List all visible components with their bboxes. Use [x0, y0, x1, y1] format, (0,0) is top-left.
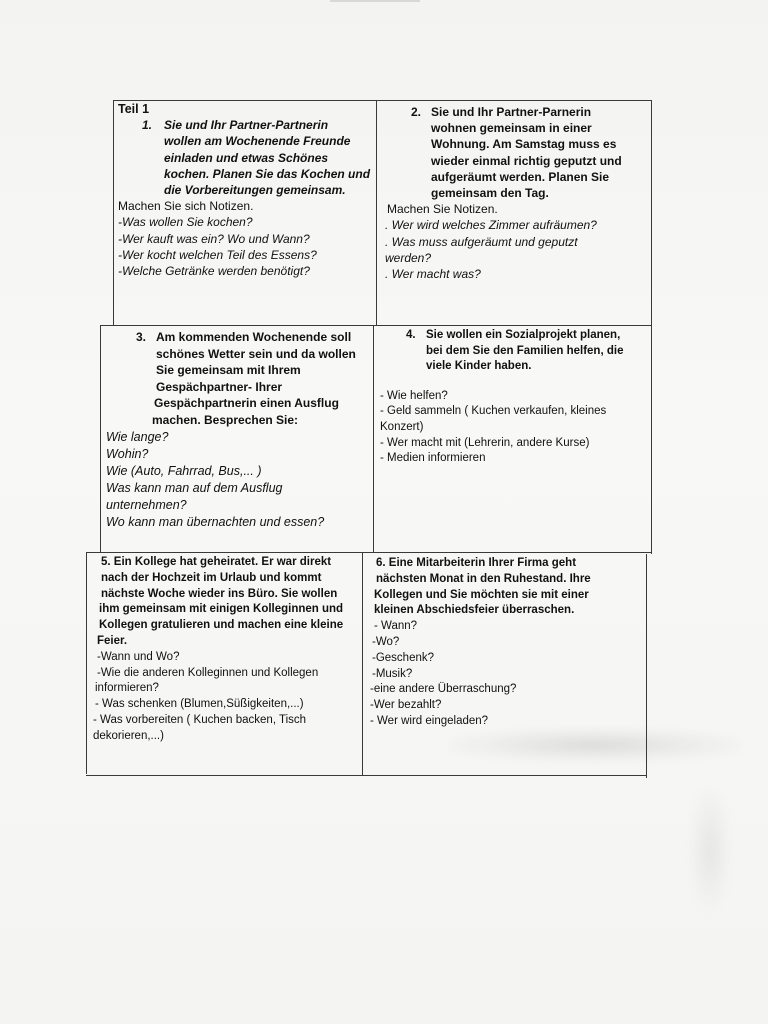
task-line: Wohnung. Am Samstag muss es: [431, 137, 617, 152]
table-border-bottom: [86, 775, 646, 776]
task-line: Sie und Ihr Partner-Parnerin: [431, 105, 592, 119]
table-border-left: [100, 326, 101, 552]
question-item: - Wer wird eingeladen?: [370, 714, 489, 727]
table-border-right: [646, 554, 647, 778]
question-item: unternehmen?: [106, 497, 187, 512]
question-item: - Medien informieren: [380, 452, 486, 465]
task-line: Gespächpartnerin einen Ausflug: [154, 396, 339, 411]
task-line: Sie und Ihr Partner-Partnerin: [164, 118, 329, 133]
question-item: Wo kann man übernachten und essen?: [106, 514, 325, 529]
question-item: werden?: [385, 250, 432, 265]
question-item: dekorieren,...): [93, 729, 164, 742]
task-line: Am kommenden Wochenende soll: [156, 330, 352, 344]
question-item: - Was vorbereiten ( Kuchen backen, Tisch: [93, 713, 307, 726]
task-line: wohnen gemeinsam in einer: [431, 121, 592, 136]
task-cell-5: [93, 555, 359, 745]
question-list: [380, 389, 648, 467]
question-item: -eine andere Überraschung?: [370, 683, 517, 696]
question-list: [385, 217, 647, 282]
task-line: gemeinsam den Tag.: [431, 186, 549, 201]
task-line: kleinen Abschiedsfeier überraschen.: [374, 604, 575, 617]
question-item: -Wo?: [372, 635, 400, 648]
section-heading: Teil 1: [118, 102, 150, 116]
question-item: Was kann man auf dem Ausflug: [106, 480, 283, 495]
task-line: Gespächpartner- Ihrer: [156, 379, 283, 394]
question-item: . Wer wird welches Zimmer aufräumen?: [385, 218, 597, 233]
scan-smudge: [450, 728, 740, 762]
question-item: Wie lange?: [106, 429, 169, 444]
task-line: schönes Wetter sein und da wollen: [156, 346, 356, 361]
task-line: bei dem Sie den Familien helfen, die: [426, 344, 624, 357]
task-line: nächsten Monat in den Ruhestand. Ihre: [376, 572, 591, 585]
question-item: - Wie helfen?: [380, 389, 448, 402]
task-cell-4: [380, 328, 648, 467]
task-line: Feier.: [97, 634, 128, 647]
task-description: [104, 329, 372, 429]
task-number: 1.: [142, 118, 153, 133]
task-description: [118, 117, 374, 198]
question-item: Konzert): [380, 420, 424, 433]
task-line: wieder einmal richtig geputzt und: [431, 153, 622, 168]
task-line: viele Kinder haben.: [426, 360, 532, 373]
question-item: Wohin?: [106, 446, 149, 461]
task-cell-3: [104, 329, 372, 531]
task-line: nach der Hochzeit im Urlaub und kommt: [101, 571, 322, 584]
task-number: 4.: [406, 329, 416, 341]
task-cell-1: [118, 101, 374, 279]
question-item: -Welche Getränke werden benötigt?: [118, 264, 310, 279]
task-line: kochen. Planen Sie das Kochen und: [164, 166, 371, 181]
task-number: 3.: [136, 330, 147, 344]
question-item: - Was schenken (Blumen,Süßigkeiten,...): [95, 698, 304, 711]
notes-instruction: Machen Sie sich Notizen.: [118, 199, 254, 214]
question-item: - Wann?: [374, 620, 418, 633]
question-item: . Was muss aufgeräumt und geputzt: [385, 234, 578, 249]
question-item: -Wer kocht welchen Teil des Essens?: [118, 247, 317, 262]
question-item: -Wann und Wo?: [97, 650, 180, 663]
task-line: wollen am Wochenende Freunde: [164, 134, 351, 149]
task-description: [93, 555, 359, 650]
task-line: 5. Ein Kollege hat geheiratet. Er war direkt: [101, 556, 332, 568]
table-row-divider: [86, 552, 651, 553]
table-column-divider: [362, 552, 363, 776]
task-number: 2.: [411, 105, 422, 119]
question-list: [370, 619, 644, 730]
question-list: [104, 429, 372, 531]
question-item: -Wie die anderen Kolleginnen und Kollegen: [97, 666, 319, 679]
task-line: 6. Eine Mitarbeiterin Ihrer Firma geht: [376, 557, 577, 569]
question-item: informieren?: [95, 682, 159, 695]
question-item: Wie (Auto, Fahrrad, Bus,... ): [106, 463, 262, 478]
task-line: Kollegen und Sie möchten sie mit einer: [374, 588, 589, 601]
task-line: nächste Woche wieder ins Büro. Sie wollen: [101, 587, 338, 600]
question-item: -Wer kauft was ein? Wo und Wann?: [118, 231, 310, 246]
task-line: die Vorbereitungen gemeinsam.: [164, 183, 346, 198]
table-border-left: [86, 552, 87, 774]
table-border-right: [651, 100, 652, 554]
task-line: machen. Besprechen Sie:: [152, 412, 299, 427]
question-item: -Geschenk?: [372, 651, 435, 664]
question-item: - Geld sammeln ( Kuchen verkaufen, kleines: [380, 405, 607, 418]
task-description: [385, 104, 647, 201]
scan-mark: [330, 0, 420, 2]
task-description: [370, 556, 644, 619]
question-item: - Wer macht mit (Lehrerin, andere Kurse): [380, 436, 590, 449]
table-border-left: [113, 100, 114, 326]
table-column-divider: [376, 100, 377, 326]
task-line: einladen und etwas Schönes: [164, 150, 329, 165]
question-item: -Musik?: [372, 667, 413, 680]
task-line: aufgeräumt werden. Planen Sie: [431, 169, 610, 184]
task-line: Sie gemeinsam mit Ihrem: [156, 363, 301, 378]
question-item: -Wer bezahlt?: [370, 699, 442, 712]
scan-smudge: [690, 790, 730, 910]
question-list: [118, 214, 374, 279]
task-line: Kollegen gratulieren und machen eine kleine: [99, 619, 344, 632]
task-cell-6: [370, 556, 644, 730]
question-list: [93, 650, 359, 745]
question-item: -Was wollen Sie kochen?: [118, 215, 253, 230]
task-line: ihm gemeinsam mit einigen Kolleginnen und: [99, 603, 344, 616]
task-line: Sie wollen ein Sozialprojekt planen,: [426, 329, 621, 341]
table-column-divider: [373, 326, 374, 552]
task-description: [380, 328, 648, 375]
question-item: . Wer macht was?: [385, 267, 481, 282]
notes-instruction: Machen Sie Notizen.: [387, 202, 498, 217]
task-cell-2: [385, 104, 647, 282]
